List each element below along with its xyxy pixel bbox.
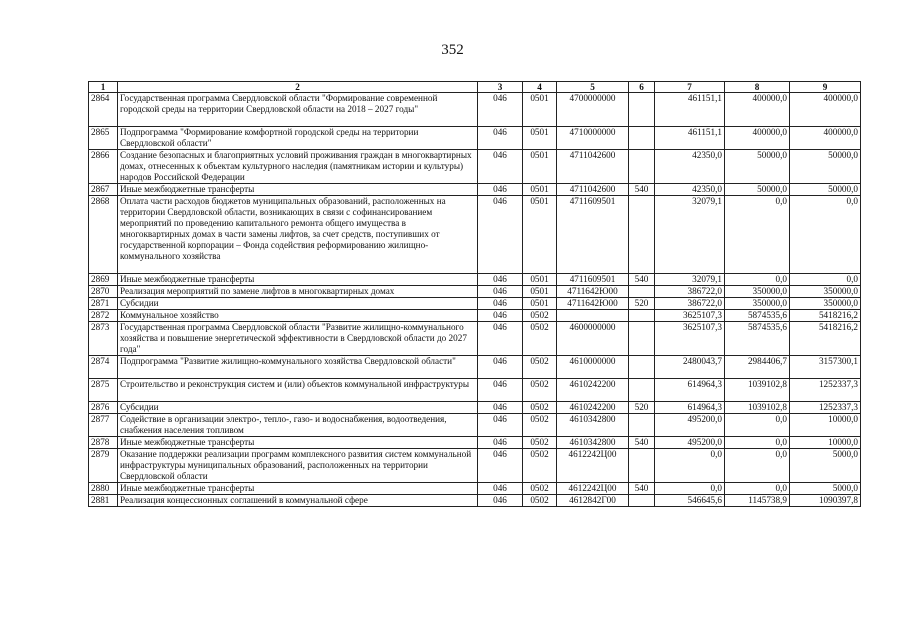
section-code: 0501: [523, 93, 557, 127]
table-row: [89, 150, 861, 184]
target-article-code: [557, 310, 629, 322]
row-number: 2872: [89, 310, 118, 322]
row-number: 2881: [89, 495, 118, 507]
target-article-code: 4600000000: [557, 322, 629, 356]
row-number: 2865: [89, 127, 118, 150]
target-article-code: 4612242Ц00: [557, 483, 629, 495]
ministry-code: 046: [478, 449, 523, 483]
ministry-code: 046: [478, 495, 523, 507]
amount-col-7: 3625107,3: [655, 322, 725, 356]
table-row: [89, 93, 861, 127]
expense-type-code: 540: [629, 274, 655, 286]
budget-table: [88, 81, 861, 507]
table-row: [89, 286, 861, 298]
section-code: 0501: [523, 150, 557, 184]
target-article-code: 4711609501: [557, 274, 629, 286]
ministry-code: 046: [478, 379, 523, 402]
amount-col-7: 461151,1: [655, 93, 725, 127]
row-description: Реализация концессионных соглашений в коммунальной сфере: [118, 495, 478, 507]
expense-type-code: [629, 127, 655, 150]
target-article-code: 4612242Ц00: [557, 449, 629, 483]
row-number: 2878: [89, 437, 118, 449]
table-row: [89, 495, 861, 507]
amount-col-8: 0,0: [725, 196, 790, 274]
row-number: 2873: [89, 322, 118, 356]
amount-col-8: 400000,0: [725, 93, 790, 127]
expense-type-code: [629, 286, 655, 298]
target-article-code: 4610000000: [557, 356, 629, 379]
section-code: 0501: [523, 286, 557, 298]
row-description: Подпрограмма "Развитие жилищно-коммунального хозяйства Свердловской области": [118, 356, 478, 379]
row-description: Подпрограмма "Формирование комфортной городской среды на территории Свердловской области": [118, 127, 478, 150]
section-code: 0501: [523, 127, 557, 150]
amount-col-7: 495200,0: [655, 437, 725, 449]
amount-col-8: 0,0: [725, 437, 790, 449]
amount-col-9: 400000,0: [790, 93, 861, 127]
target-article-code: 4610242200: [557, 379, 629, 402]
amount-col-9: 10000,0: [790, 414, 861, 437]
amount-col-9: 400000,0: [790, 127, 861, 150]
amount-col-7: 42350,0: [655, 184, 725, 196]
ministry-code: 046: [478, 127, 523, 150]
amount-col-9: 0,0: [790, 196, 861, 274]
table-row: [89, 483, 861, 495]
row-description: Государственная программа Свердловской области "Развитие жилищно-коммунального хозяйства и повышение энергетической эффективности в Свердловской области до 2027 года": [118, 322, 478, 356]
amount-col-9: 5418216,2: [790, 310, 861, 322]
column-header: 4: [523, 82, 557, 93]
row-number: 2875: [89, 379, 118, 402]
amount-col-8: 50000,0: [725, 184, 790, 196]
row-number: 2880: [89, 483, 118, 495]
column-header: 1: [89, 82, 118, 93]
expense-type-code: [629, 379, 655, 402]
table-row: [89, 356, 861, 379]
row-description: Иные межбюджетные трансферты: [118, 184, 478, 196]
expense-type-code: [629, 310, 655, 322]
section-code: 0502: [523, 356, 557, 379]
amount-col-7: 42350,0: [655, 150, 725, 184]
target-article-code: 4612842Г00: [557, 495, 629, 507]
section-code: 0502: [523, 379, 557, 402]
column-header: 8: [725, 82, 790, 93]
target-article-code: 4710000000: [557, 127, 629, 150]
amount-col-7: 546645,6: [655, 495, 725, 507]
target-article-code: 4711042600: [557, 184, 629, 196]
expense-type-code: 540: [629, 483, 655, 495]
section-code: 0502: [523, 322, 557, 356]
amount-col-8: 400000,0: [725, 127, 790, 150]
row-description: Коммунальное хозяйство: [118, 310, 478, 322]
column-header: 2: [118, 82, 478, 93]
amount-col-9: 5000,0: [790, 483, 861, 495]
amount-col-8: 5874535,6: [725, 310, 790, 322]
amount-col-8: 0,0: [725, 414, 790, 437]
section-code: 0502: [523, 414, 557, 437]
ministry-code: 046: [478, 437, 523, 449]
amount-col-9: 10000,0: [790, 437, 861, 449]
amount-col-7: 2480043,7: [655, 356, 725, 379]
table-row: [89, 437, 861, 449]
row-number: 2869: [89, 274, 118, 286]
amount-col-7: 386722,0: [655, 298, 725, 310]
ministry-code: 046: [478, 402, 523, 414]
table-row: [89, 184, 861, 196]
amount-col-7: 32079,1: [655, 274, 725, 286]
expense-type-code: 540: [629, 437, 655, 449]
table-row: [89, 414, 861, 437]
amount-col-9: 5000,0: [790, 449, 861, 483]
target-article-code: 4700000000: [557, 93, 629, 127]
amount-col-8: 0,0: [725, 449, 790, 483]
ministry-code: 046: [478, 274, 523, 286]
row-number: 2866: [89, 150, 118, 184]
amount-col-7: 3625107,3: [655, 310, 725, 322]
amount-col-9: 350000,0: [790, 298, 861, 310]
column-header: 3: [478, 82, 523, 93]
row-number: 2879: [89, 449, 118, 483]
amount-col-7: 495200,0: [655, 414, 725, 437]
amount-col-7: 32079,1: [655, 196, 725, 274]
ministry-code: 046: [478, 93, 523, 127]
row-description: Содействие в организации электро-, тепло-, газо- и водоснабжения, водоотведения, снабжения населения топливом: [118, 414, 478, 437]
target-article-code: 4610342800: [557, 437, 629, 449]
amount-col-9: 50000,0: [790, 184, 861, 196]
expense-type-code: [629, 356, 655, 379]
row-description: Иные межбюджетные трансферты: [118, 437, 478, 449]
row-number: 2876: [89, 402, 118, 414]
section-code: 0501: [523, 184, 557, 196]
target-article-code: 4610342800: [557, 414, 629, 437]
amount-col-8: 5874535,6: [725, 322, 790, 356]
amount-col-8: 350000,0: [725, 298, 790, 310]
section-code: 0502: [523, 449, 557, 483]
amount-col-9: 50000,0: [790, 150, 861, 184]
row-number: 2874: [89, 356, 118, 379]
column-header: 6: [629, 82, 655, 93]
amount-col-7: 386722,0: [655, 286, 725, 298]
amount-col-7: 0,0: [655, 483, 725, 495]
amount-col-9: 5418216,2: [790, 322, 861, 356]
target-article-code: 4711642Ю00: [557, 286, 629, 298]
amount-col-8: 0,0: [725, 274, 790, 286]
expense-type-code: [629, 196, 655, 274]
amount-col-8: 1145738,9: [725, 495, 790, 507]
section-code: 0502: [523, 437, 557, 449]
page-number: 352: [441, 42, 464, 58]
section-code: 0502: [523, 310, 557, 322]
column-header: 5: [557, 82, 629, 93]
ministry-code: 046: [478, 483, 523, 495]
expense-type-code: [629, 150, 655, 184]
section-code: 0502: [523, 402, 557, 414]
target-article-code: 4610242200: [557, 402, 629, 414]
ministry-code: 046: [478, 298, 523, 310]
row-number: 2870: [89, 286, 118, 298]
section-code: 0501: [523, 274, 557, 286]
amount-col-9: 1252337,3: [790, 402, 861, 414]
amount-col-8: 1039102,8: [725, 379, 790, 402]
amount-col-8: 1039102,8: [725, 402, 790, 414]
amount-col-7: 614964,3: [655, 402, 725, 414]
ministry-code: 046: [478, 184, 523, 196]
row-number: 2877: [89, 414, 118, 437]
amount-col-7: 0,0: [655, 449, 725, 483]
row-description: Иные межбюджетные трансферты: [118, 274, 478, 286]
row-description: Субсидии: [118, 298, 478, 310]
expense-type-code: 520: [629, 298, 655, 310]
row-number: 2868: [89, 196, 118, 274]
table-row: [89, 196, 861, 274]
ministry-code: 046: [478, 414, 523, 437]
amount-col-9: 1252337,3: [790, 379, 861, 402]
expense-type-code: [629, 449, 655, 483]
ministry-code: 046: [478, 286, 523, 298]
row-description: Оказание поддержки реализации программ комплексного развития систем коммунальной инфраструктуры муниципальных образований, расположенных на территории Свердловской области: [118, 449, 478, 483]
table-row: [89, 402, 861, 414]
ministry-code: 046: [478, 196, 523, 274]
row-description: Государственная программа Свердловской области "Формирование современной городской среды на территории Свердловской области на 2018 – 2027 годы": [118, 93, 478, 127]
section-code: 0502: [523, 483, 557, 495]
table-row: [89, 310, 861, 322]
row-number: 2867: [89, 184, 118, 196]
row-description: Реализация мероприятий по замене лифтов в многоквартирных домах: [118, 286, 478, 298]
amount-col-9: 0,0: [790, 274, 861, 286]
amount-col-9: 350000,0: [790, 286, 861, 298]
amount-col-7: 461151,1: [655, 127, 725, 150]
section-code: 0502: [523, 495, 557, 507]
ministry-code: 046: [478, 150, 523, 184]
amount-col-7: 614964,3: [655, 379, 725, 402]
header-row: [89, 82, 861, 93]
ministry-code: 046: [478, 310, 523, 322]
target-article-code: 4711042600: [557, 150, 629, 184]
row-description: Субсидии: [118, 402, 478, 414]
column-header: 7: [655, 82, 725, 93]
expense-type-code: 520: [629, 402, 655, 414]
expense-type-code: [629, 414, 655, 437]
ministry-code: 046: [478, 322, 523, 356]
table-row: [89, 449, 861, 483]
target-article-code: 4711609501: [557, 196, 629, 274]
expense-type-code: [629, 322, 655, 356]
row-description: Строительство и реконструкция систем и (или) объектов коммунальной инфраструктуры: [118, 379, 478, 402]
row-description: Создание безопасных и благоприятных условий проживания граждан в многоквартирных домах, отнесенных к объектам культурного наследия (памятникам истории и культуры) народов Российской Федерации: [118, 150, 478, 184]
ministry-code: 046: [478, 356, 523, 379]
section-code: 0501: [523, 298, 557, 310]
table-row: [89, 379, 861, 402]
amount-col-8: 0,0: [725, 483, 790, 495]
expense-type-code: 540: [629, 184, 655, 196]
column-header: 9: [790, 82, 861, 93]
expense-type-code: [629, 93, 655, 127]
table-row: [89, 274, 861, 286]
table-row: [89, 127, 861, 150]
amount-col-8: 2984406,7: [725, 356, 790, 379]
row-number: 2871: [89, 298, 118, 310]
table-body: [89, 93, 861, 507]
expense-type-code: [629, 495, 655, 507]
amount-col-9: 1090397,8: [790, 495, 861, 507]
row-description: Оплата части расходов бюджетов муниципальных образований, расположенных на территории Свердловской области, возникающих в связи с софинансированием мероприятий по проведению капитального ремонта общего имущества в многоквартирных домах в части замены лифтов, за счет средств, поступивших от государственной корпорации – Фонда содействия реформированию жилищно-коммунального хозяйства: [118, 196, 478, 274]
amount-col-8: 50000,0: [725, 150, 790, 184]
row-description: Иные межбюджетные трансферты: [118, 483, 478, 495]
amount-col-8: 350000,0: [725, 286, 790, 298]
table-row: [89, 322, 861, 356]
row-number: 2864: [89, 93, 118, 127]
section-code: 0501: [523, 196, 557, 274]
amount-col-9: 3157300,1: [790, 356, 861, 379]
target-article-code: 4711642Ю00: [557, 298, 629, 310]
table-row: [89, 298, 861, 310]
